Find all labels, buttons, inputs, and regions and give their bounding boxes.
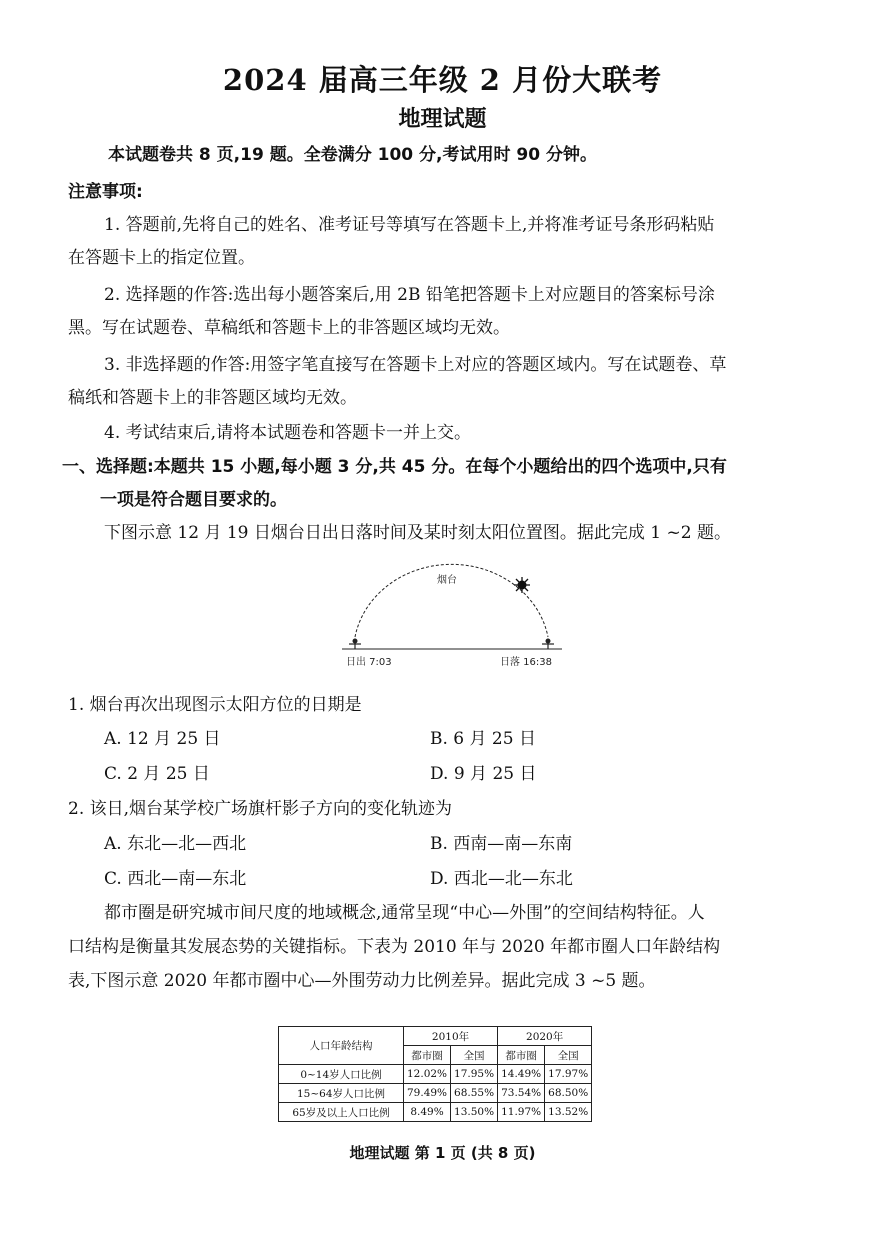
row-label: 65岁及以上人口比例 (279, 1103, 404, 1122)
table-subheader: 都市圈 (404, 1046, 451, 1065)
question-2-option-c: C. 西北—南—东北 (104, 869, 247, 889)
notice-heading: 注意事项: (68, 182, 143, 202)
population-age-table (278, 1026, 592, 1122)
notice-item-2-line2: 黑。写在试题卷、草稿纸和答题卡上的非答题区域均无效。 (68, 318, 510, 338)
question-2-option-d: D. 西北—北—东北 (430, 869, 573, 889)
section-1-heading-line1: 一、选择题:本题共 15 小题,每小题 3 分,共 45 分。在每个小题给出的四个选项中,只有 (62, 457, 727, 477)
row-label: 15~64岁人口比例 (279, 1084, 404, 1103)
table-subheader: 全国 (545, 1046, 592, 1065)
table-cell: 11.97% (498, 1103, 545, 1122)
table-cell: 12.02% (404, 1065, 451, 1084)
sun-icon (514, 577, 530, 593)
page-footer: 地理试题 第 1 页 (共 8 页) (349, 1144, 536, 1162)
notice-item-2-line1: 2. 选择题的作答:选出每小题答案后,用 2B 铅笔把答题卡上对应题目的答案标号涂 (104, 285, 715, 305)
exam-subtitle: 地理试题 (398, 107, 487, 132)
question-2-option-a: A. 东北—北—西北 (104, 834, 247, 854)
sunset-time-label: 日落 16:38 (500, 657, 552, 668)
table-cell: 17.97% (545, 1065, 592, 1084)
exam-title: 2024 届高三年级 2 月份大联考 (222, 63, 663, 97)
table-cell: 13.50% (451, 1103, 498, 1122)
table-cell: 73.54% (498, 1084, 545, 1103)
diagram-center-label: 烟台 (437, 575, 457, 586)
table-subheader: 都市圈 (498, 1046, 545, 1065)
notice-item-1-line2: 在答题卡上的指定位置。 (68, 248, 255, 268)
intro-q3-5-line1: 都市圈是研究城市间尺度的地域概念,通常呈现“中心—外围”的空间结构特征。人 (104, 903, 705, 923)
question-2-stem: 2. 该日,烟台某学校广场旗杆影子方向的变化轨迹为 (68, 799, 453, 819)
notice-item-3-line1: 3. 非选择题的作答:用签字笔直接写在答题卡上对应的答题区域内。写在试题卷、草 (104, 355, 727, 375)
question-1-option-b: B. 6 月 25 日 (430, 729, 536, 749)
table-cell: 68.50% (545, 1084, 592, 1103)
table-cell: 79.49% (404, 1084, 451, 1103)
table-header-row (279, 1027, 592, 1046)
notice-item-4: 4. 考试结束后,请将本试题卷和答题卡一并上交。 (104, 423, 472, 443)
sunset-marker-icon (542, 639, 554, 650)
intro-q3-5-line3: 表,下图示意 2020 年都市圈中心—外围劳动力比例差异。据此完成 3 ~5 题。 (68, 971, 656, 991)
table-row (279, 1103, 592, 1122)
question-1-option-c: C. 2 月 25 日 (104, 764, 210, 784)
sun-position-diagram (330, 545, 580, 675)
table-year-2010: 2010年 (404, 1027, 498, 1046)
question-1-stem: 1. 烟台再次出现图示太阳方位的日期是 (68, 695, 362, 715)
exam-info: 本试题卷共 8 页,19 题。全卷满分 100 分,考试用时 90 分钟。 (108, 145, 597, 165)
intro-q3-5-line2: 口结构是衡量其发展态势的关键指标。下表为 2010 年与 2020 年都市圈人口年龄结构 (68, 937, 721, 957)
table-subheader: 全国 (451, 1046, 498, 1065)
row-label: 0~14岁人口比例 (279, 1065, 404, 1084)
table-corner-header: 人口年龄结构 (279, 1027, 404, 1065)
notice-item-3-line2: 稿纸和答题卡上的非答题区域均无效。 (68, 388, 357, 408)
table-cell: 13.52% (545, 1103, 592, 1122)
sunrise-marker-icon (349, 639, 361, 650)
table-row (279, 1084, 592, 1103)
question-2-option-b: B. 西南—南—东南 (430, 834, 573, 854)
table-cell: 17.95% (451, 1065, 498, 1084)
section-1-heading-line2: 一项是符合题目要求的。 (100, 490, 287, 510)
table-cell: 8.49% (404, 1103, 451, 1122)
table-year-2020: 2020年 (498, 1027, 592, 1046)
sunrise-time-label: 日出 7:03 (346, 657, 392, 668)
table-cell: 68.55% (451, 1084, 498, 1103)
table-cell: 14.49% (498, 1065, 545, 1084)
notice-item-1-line1: 1. 答题前,先将自己的姓名、准考证号等填写在答题卡上,并将准考证号条形码粘贴 (104, 215, 715, 235)
question-1-option-d: D. 9 月 25 日 (430, 764, 537, 784)
question-1-option-a: A. 12 月 25 日 (104, 729, 221, 749)
table-row (279, 1065, 592, 1084)
intro-q1-2: 下图示意 12 月 19 日烟台日出日落时间及某时刻太阳位置图。据此完成 1 ~2 题。 (104, 523, 731, 543)
